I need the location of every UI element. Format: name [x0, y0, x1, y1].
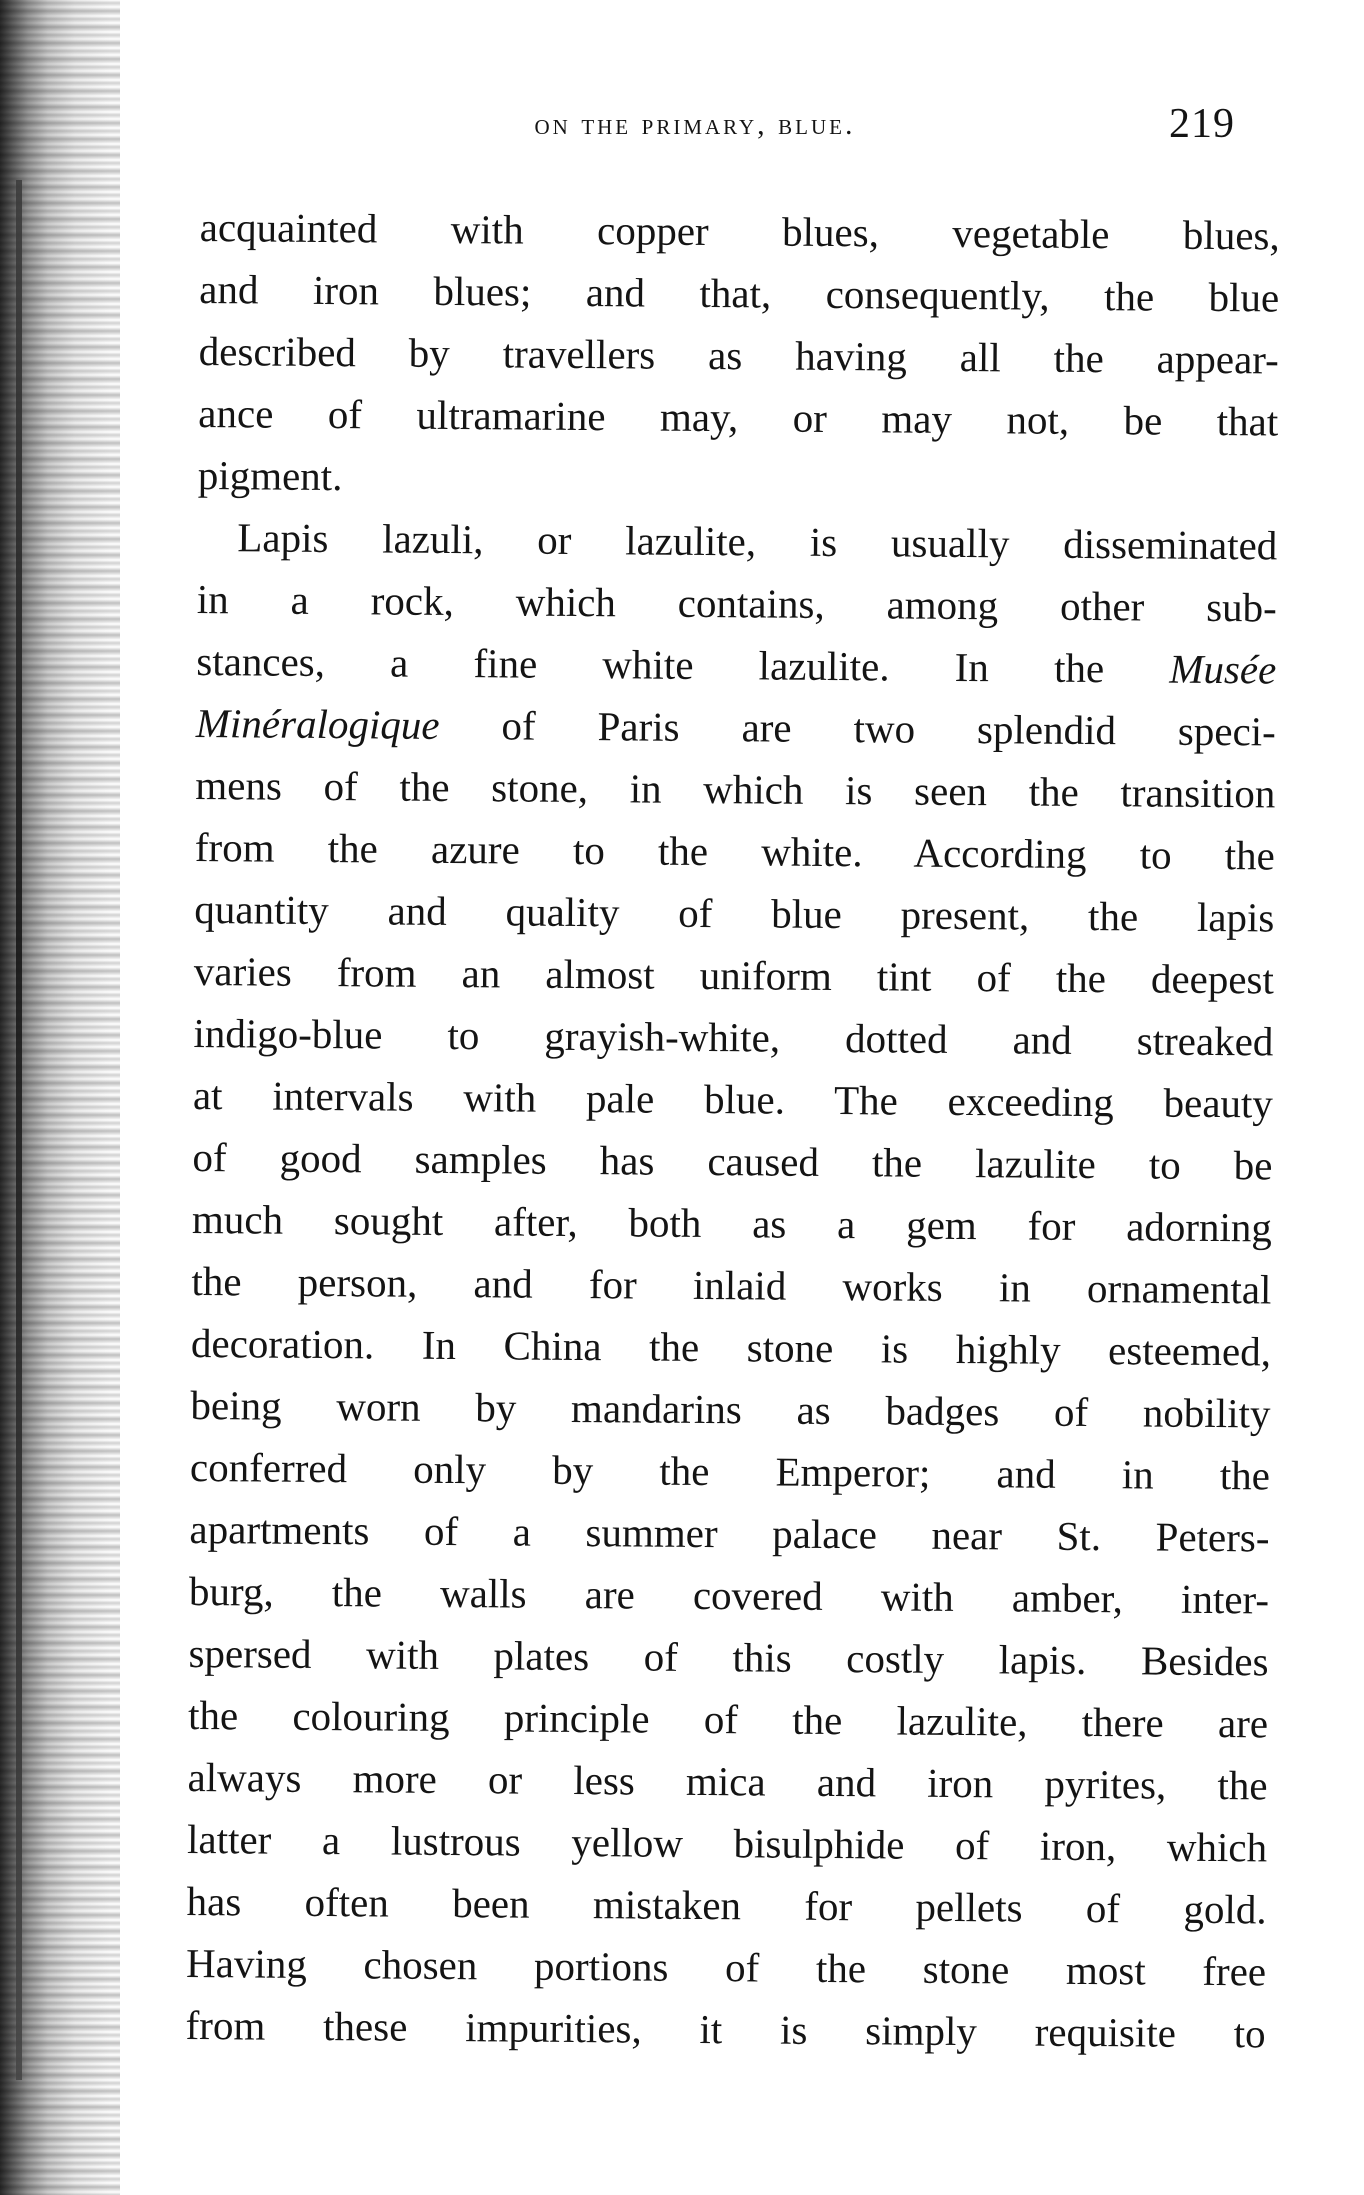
- text-line: spersed with plates of this costly lapis. Besides: [188, 1629, 1269, 1685]
- italic-term: Minéralogique: [195, 699, 440, 748]
- text-line: acquainted with copper blues, vegetable blues,: [199, 203, 1280, 259]
- text-line: burg, the walls are covered with amber, inter-: [188, 1567, 1270, 1623]
- running-header: [195, 100, 1285, 150]
- text-line: ance of ultramarine may, or may not, be that: [198, 389, 1279, 445]
- binding-gutter: [0, 0, 120, 2195]
- text-line: varies from an almost uniform tint of the deepest: [193, 947, 1275, 1003]
- paragraph-2: [185, 506, 1277, 2064]
- italic-term: Musée: [1169, 645, 1277, 693]
- text-line: latter a lustrous yellow bisulphide of iron, which: [186, 1815, 1268, 1871]
- text-line: of good samples has caused the lazulite to be: [192, 1133, 1273, 1189]
- text-line: pigment.: [197, 451, 343, 500]
- text-line: from these impurities, it is simply requisite to: [185, 2001, 1266, 2057]
- text-line: apartments of a summer palace near St. Peters-: [189, 1505, 1270, 1561]
- line-text: of Paris are two splendid speci-: [439, 701, 1277, 755]
- text-line: Having chosen portions of the stone most free: [185, 1939, 1267, 1995]
- text-line: from the azure to the white. According to the: [194, 823, 1276, 879]
- text-line: being worn by mandarins as badges of nobility: [190, 1381, 1271, 1437]
- text-line: [196, 630, 1276, 700]
- text-line: indigo-blue to grayish-white, dotted and streaked: [193, 1009, 1274, 1065]
- text-line: conferred only by the Emperor; and in the: [189, 1443, 1271, 1499]
- paragraph-1: [198, 196, 1280, 514]
- text-line: decoration. In China the stone is highly esteemed,: [190, 1319, 1272, 1375]
- line-text: stances, a fine white lazulite. In the: [196, 637, 1170, 692]
- text-line: and iron blues; and that, consequently, the blue: [199, 265, 1280, 321]
- text-line: at intervals with pale blue. The exceeding beauty: [192, 1071, 1274, 1127]
- text-line: Lapis lazuli, or lazulite, is usually disseminated: [237, 514, 1278, 569]
- text-line: always more or less mica and iron pyrites, the: [187, 1753, 1268, 1809]
- text-line: the colouring principle of the lazulite, there are: [187, 1691, 1269, 1747]
- page-number: 219: [1169, 101, 1235, 147]
- text-line: quantity and quality of blue present, the lapis: [194, 885, 1275, 941]
- text-line: much sought after, both as a gem for adorning: [191, 1195, 1273, 1251]
- text-line: has often been mistaken for pellets of gold.: [186, 1877, 1267, 1933]
- text-line: the person, and for inlaid works in ornamental: [191, 1257, 1272, 1313]
- text-line: described by travellers as having all the appear-: [198, 327, 1279, 383]
- text-line: in a rock, which contains, among other sub-: [196, 575, 1277, 631]
- text-line: mens of the stone, in which is seen the transition: [195, 761, 1276, 817]
- running-title: on the primary, blue.: [534, 108, 856, 141]
- text-line: [196, 692, 1276, 762]
- body-text: [185, 196, 1280, 2064]
- gutter-shadow: [16, 180, 22, 2080]
